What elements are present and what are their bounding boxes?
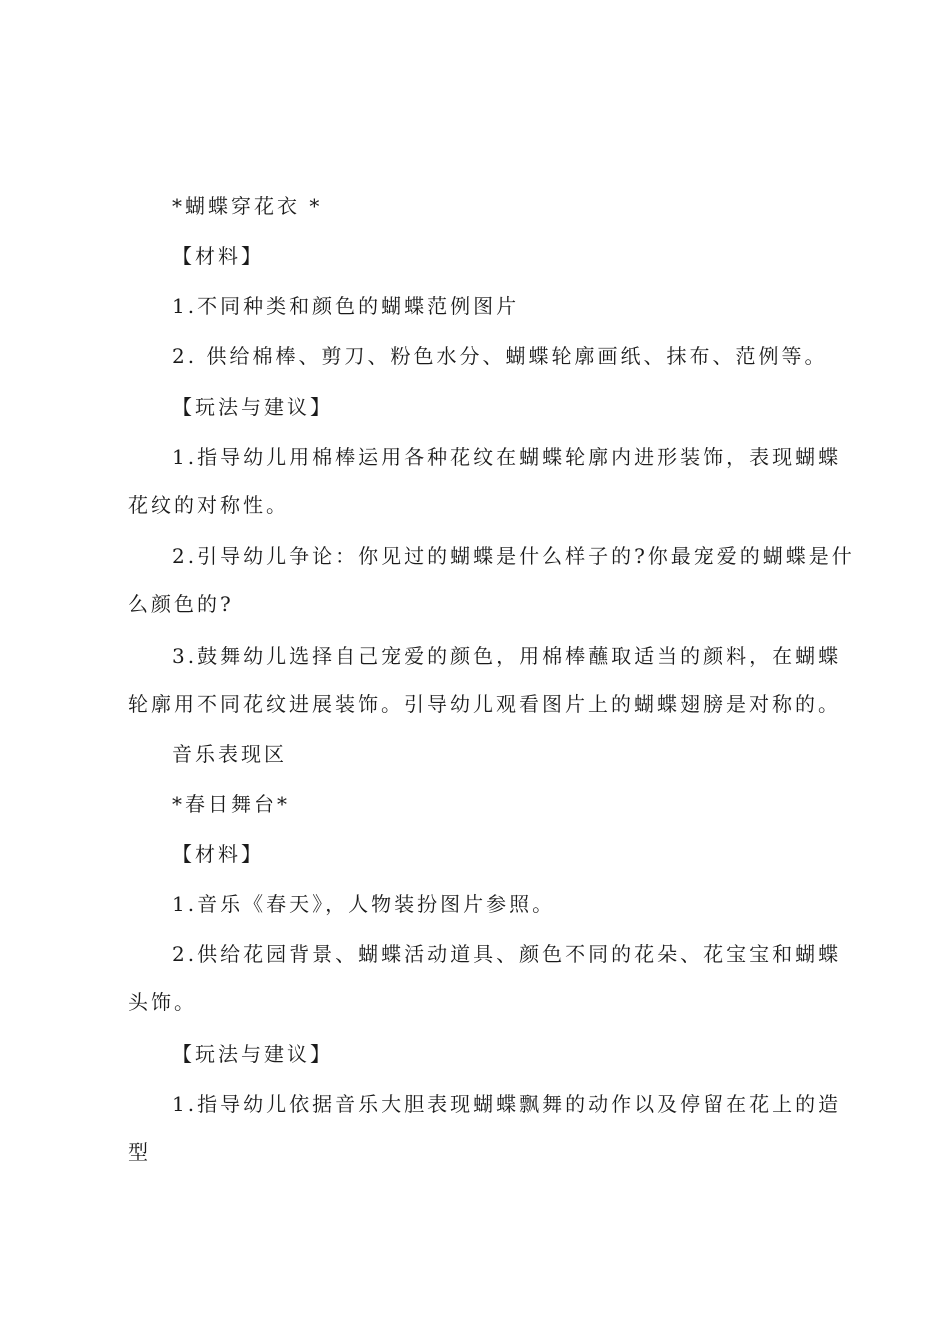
heading-materials: 【材料】	[172, 244, 264, 268]
heading-play-suggestions: 【玩法与建议】	[172, 1042, 333, 1066]
paragraph-line: 花纹的对称性。	[128, 493, 289, 517]
paragraph-line: 1.指导幼儿依据音乐大胆表现蝴蝶飘舞的动作以及停留在花上的造	[172, 1092, 842, 1116]
paragraph-line: 1.音乐《春天》，人物装扮图片参照。	[172, 892, 556, 916]
heading-materials: 【材料】	[172, 842, 264, 866]
section-title-spring-stage: *春日舞台*	[172, 792, 290, 816]
heading-play-suggestions: 【玩法与建议】	[172, 395, 333, 419]
paragraph-line: 3.鼓舞幼儿选择自己宠爱的颜色，用棉棒蘸取适当的颜料，在蝴蝶	[172, 644, 842, 668]
section-heading-music-area: 音乐表现区	[172, 742, 287, 766]
paragraph-line: 1.不同种类和颜色的蝴蝶范例图片	[172, 294, 520, 318]
paragraph-line: 头饰。	[128, 990, 197, 1014]
paragraph-line: 型	[128, 1140, 151, 1164]
paragraph-line: 1.指导幼儿用棉棒运用各种花纹在蝴蝶轮廓内进形装饰，表现蝴蝶	[172, 445, 842, 469]
section-title-butterfly: *蝴蝶穿花衣 *	[172, 194, 323, 218]
paragraph-line: 么颜色的?	[128, 592, 234, 616]
paragraph-line: 2.引导幼儿争论：你见过的蝴蝶是什么样子的?你最宠爱的蝴蝶是什	[172, 544, 855, 568]
paragraph-line: 2.供给花园背景、蝴蝶活动道具、颜色不同的花朵、花宝宝和蝴蝶	[172, 942, 842, 966]
paragraph-line: 2. 供给棉棒、剪刀、粉色水分、蝴蝶轮廓画纸、抹布、范例等。	[172, 344, 828, 368]
paragraph-line: 轮廓用不同花纹进展装饰。引导幼儿观看图片上的蝴蝶翅膀是对称的。	[128, 692, 841, 716]
